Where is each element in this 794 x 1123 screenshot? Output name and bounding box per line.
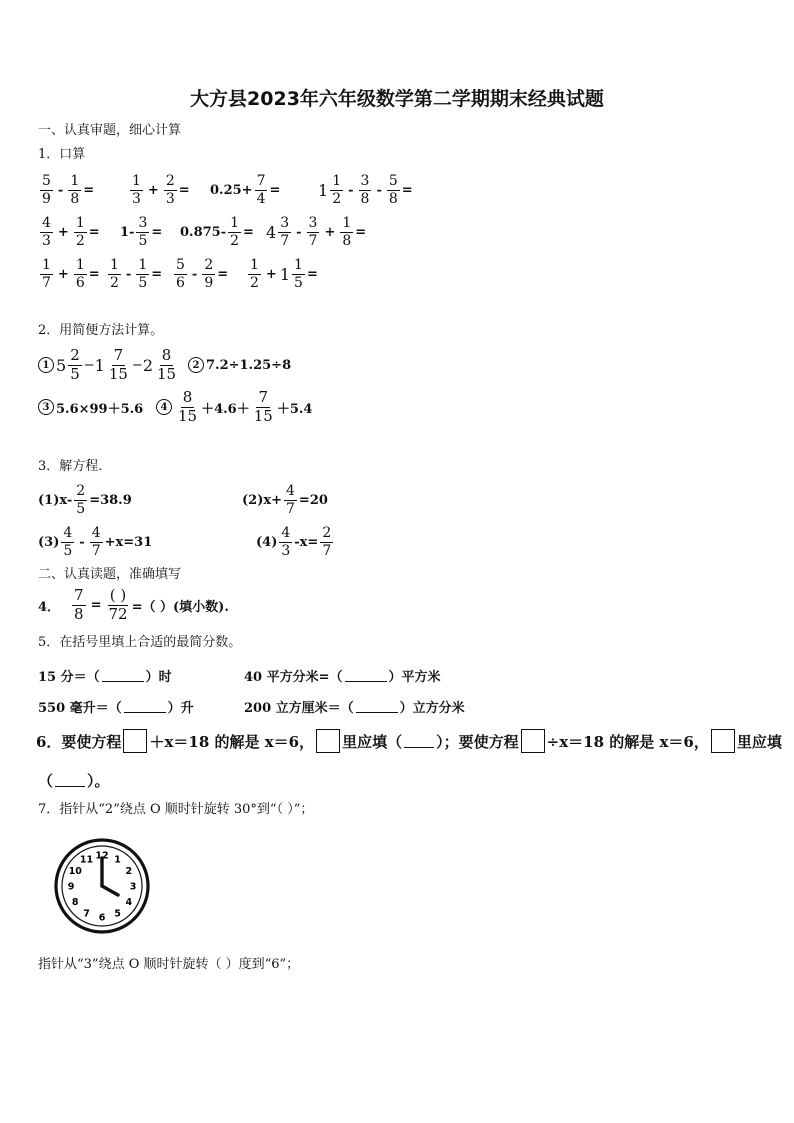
q1-label: 1．口算 [38,147,86,162]
circled-number: 1 [38,357,54,373]
q5-item-b: 40 平方分米=（ ）平方米 [244,670,441,685]
q2-label: 2．用简便方法计算。 [38,323,164,338]
fraction: $\frac{5}{8}$ [388,173,398,207]
q5-row-1 [38,666,441,685]
section-2-heading: 二、认真读题，准确填写 [38,567,182,582]
fraction: $\frac{1}{2}$ [250,257,259,291]
q1-r2-a: $\frac{4}{3}$ + $\frac{1}{2}$ = [42,215,100,249]
fraction: $\frac{4}{7}$ [286,483,295,517]
circled-number: 2 [188,357,204,373]
q3-label: 3．解方程. [38,459,103,474]
q5-label: 5．在括号里填上合适的最简分数。 [38,635,242,650]
q5-item-d: 200 立方厘米＝（ ）立方分米 [244,701,465,716]
clock-number: 7 [83,908,90,920]
fraction: $\frac{5}{9}$ [42,173,51,207]
clock-number: 10 [68,866,82,877]
q1-row-2 [38,216,366,248]
q1-r1-a: $\frac{5}{9}$ - $\frac{1}{8}$ = [42,173,95,207]
q1-r2-c: 0.875- $\frac{1}{2}$ = [180,215,254,249]
fraction: $\frac{8}{15}$ [157,346,177,383]
clock-number: 8 [71,897,79,908]
q1-row-1 [38,174,413,206]
clock-number: 3 [129,881,137,893]
q5-item-a: 15 分＝（ ）时 [38,670,172,685]
q3-row-2 [38,526,335,558]
clock-number: 9 [67,881,75,893]
q1-r2-b: 1- $\frac{3}{5}$ = [120,215,163,249]
answer-box[interactable] [123,729,147,753]
fraction: $\frac{1}{6}$ [75,257,85,291]
answer-box[interactable] [711,729,735,753]
fraction: $\frac{2}{5}$ [70,346,80,383]
q1-r1-b: $\frac{1}{3}$ + $\frac{2}{3}$ = [132,173,190,207]
answer-blank[interactable] [102,669,144,682]
fraction: $\frac{7}{4}$ [256,173,266,207]
answer-blank[interactable] [404,735,434,748]
fraction: $\frac{3}{8}$ [360,173,370,207]
q7-label: 7．指针从“2”绕点 O 顺时针旋转 30°到“（ ）”； [38,802,314,817]
fraction: $\frac{2}{3}$ [165,173,175,207]
q2-row-1 [38,348,291,383]
fraction: $\frac{1}{3}$ [132,173,141,207]
circled-number: 4 [156,399,172,415]
fraction: $\frac{5}{6}$ [176,257,185,291]
answer-box[interactable] [316,729,340,753]
fraction: $\frac{7}{8}$ [74,586,84,623]
fraction: $\frac{1}{7}$ [42,257,51,291]
answer-box[interactable] [521,729,545,753]
q3-row-1 [38,484,328,516]
q1-r3-b: $\frac{1}{2}$ - $\frac{1}{5}$ = [110,257,163,291]
fraction: $\frac{7}{15}$ [253,388,273,425]
q2-row-2 [38,390,312,425]
fraction: $\frac{3}{7}$ [308,215,318,249]
q5-item-c: 550 毫升＝（ ）升 [38,701,194,716]
q5-row-2 [38,697,465,716]
q2-problem-3: 3 5.6×99＋5.6 [38,398,156,417]
fraction: $\frac{1}{2}$ [230,215,240,249]
answer-blank[interactable] [124,700,166,713]
fraction: $\frac{3}{5}$ [138,215,148,249]
q2-problem-4: 4 $\frac{8}{15}$ ＋4.6＋ $\frac{7}{15}$ ＋5.4 [156,390,312,425]
q1-r3-a: $\frac{1}{7}$ + $\frac{1}{6}$ = [42,257,100,291]
fraction: $\frac{8}{15}$ [178,388,198,425]
page-title: 大方县2023年六年级数学第二学期期末经典试题 [190,88,604,110]
q7-tail: 指针从“3”绕点 O 顺时针旋转（ ）度到“6”； [38,957,300,972]
q1-r3-c: $\frac{5}{6}$ - $\frac{2}{9}$ = [176,257,229,291]
fraction: $\frac{4}{3}$ [42,215,51,249]
fraction: $\frac{1}{2}$ [110,257,119,291]
q1-row-3 [38,258,318,290]
hour-hand [102,886,118,895]
answer-blank[interactable] [345,669,387,682]
fraction: $\frac{1}{8}$ [70,173,80,207]
answer-blank[interactable] [55,774,85,787]
fraction: $\frac{1}{5}$ [294,257,303,291]
q1-r2-d: 4 $\frac{3}{7}$ - $\frac{3}{7}$ + $\frac{1}{8}$ = [266,215,367,249]
fraction: $\frac{1}{5}$ [138,257,148,291]
q6-line-2: （ ）。 [38,772,110,790]
clock-number: 1 [114,854,121,866]
q4-label: 4． [38,599,61,615]
clock-number: 12 [95,850,109,862]
fraction-blank[interactable]: $\frac{( )}{72}$ [108,586,128,623]
fraction: $\frac{1}{2}$ [75,215,85,249]
fraction: $\frac{1}{2}$ [332,173,342,207]
clock-number: 6 [98,912,106,924]
fraction: $\frac{1}{8}$ [342,215,352,249]
fraction: $\frac{3}{7}$ [280,215,290,249]
q2-problem-1: 1 5 $\frac{2}{5}$ − 1 $\frac{7}{15}$ − 2 $\frac{8}{15}$ [38,348,188,383]
clock-number: 4 [125,897,133,908]
q6-line-1: 6．要使方程 ＋x＝18 的解是 x＝6， 里应填（ ）；要使方程 ÷x＝18 的解是 x＝6， 里应填 [36,729,782,753]
q4-row: 4． $\frac{7}{8}$ = $\frac{( )}{72}$ =（ ）(填小数). [38,586,229,623]
section-1-heading: 一、认真审题，细心计算 [38,123,182,138]
clock-number: 5 [114,908,121,920]
q3-equation-3: (3) $\frac{4}{5}$ - $\frac{4}{7}$ +x=31 [38,525,153,559]
fraction: $\frac{2}{7}$ [322,525,332,559]
q1-r3-d: $\frac{1}{2}$ + 1 $\frac{1}{5}$ = [250,257,318,291]
fraction: $\frac{4}{7}$ [91,525,101,559]
q4-decimal-blank[interactable]: =（ ）(填小数). [131,599,229,615]
circled-number: 3 [38,399,54,415]
q3-equation-1: (1)x- $\frac{2}{5}$ =38.9 [38,483,132,517]
q2-problem-2: 2 7.2÷1.25÷8 [188,357,291,373]
fraction: $\frac{2}{9}$ [204,257,214,291]
fraction: $\frac{2}{5}$ [76,483,86,517]
q3-equation-2: (2)x+ $\frac{4}{7}$ =20 [242,483,328,517]
fraction: $\frac{7}{15}$ [108,346,128,383]
clock-figure [52,838,152,934]
q3-equation-4: (4) $\frac{4}{3}$ -x= $\frac{2}{7}$ [256,525,332,559]
clock-number: 2 [125,866,133,877]
clock-number: 11 [79,854,94,866]
answer-blank[interactable] [356,700,398,713]
q1-r1-d: 1 $\frac{1}{2}$ - $\frac{3}{8}$ - $\frac{5}{8}$ = [318,173,413,207]
fraction: $\frac{4}{5}$ [63,525,73,559]
q1-r1-c: 0.25+ $\frac{7}{4}$ = [210,173,281,207]
fraction: $\frac{4}{3}$ [281,525,291,559]
